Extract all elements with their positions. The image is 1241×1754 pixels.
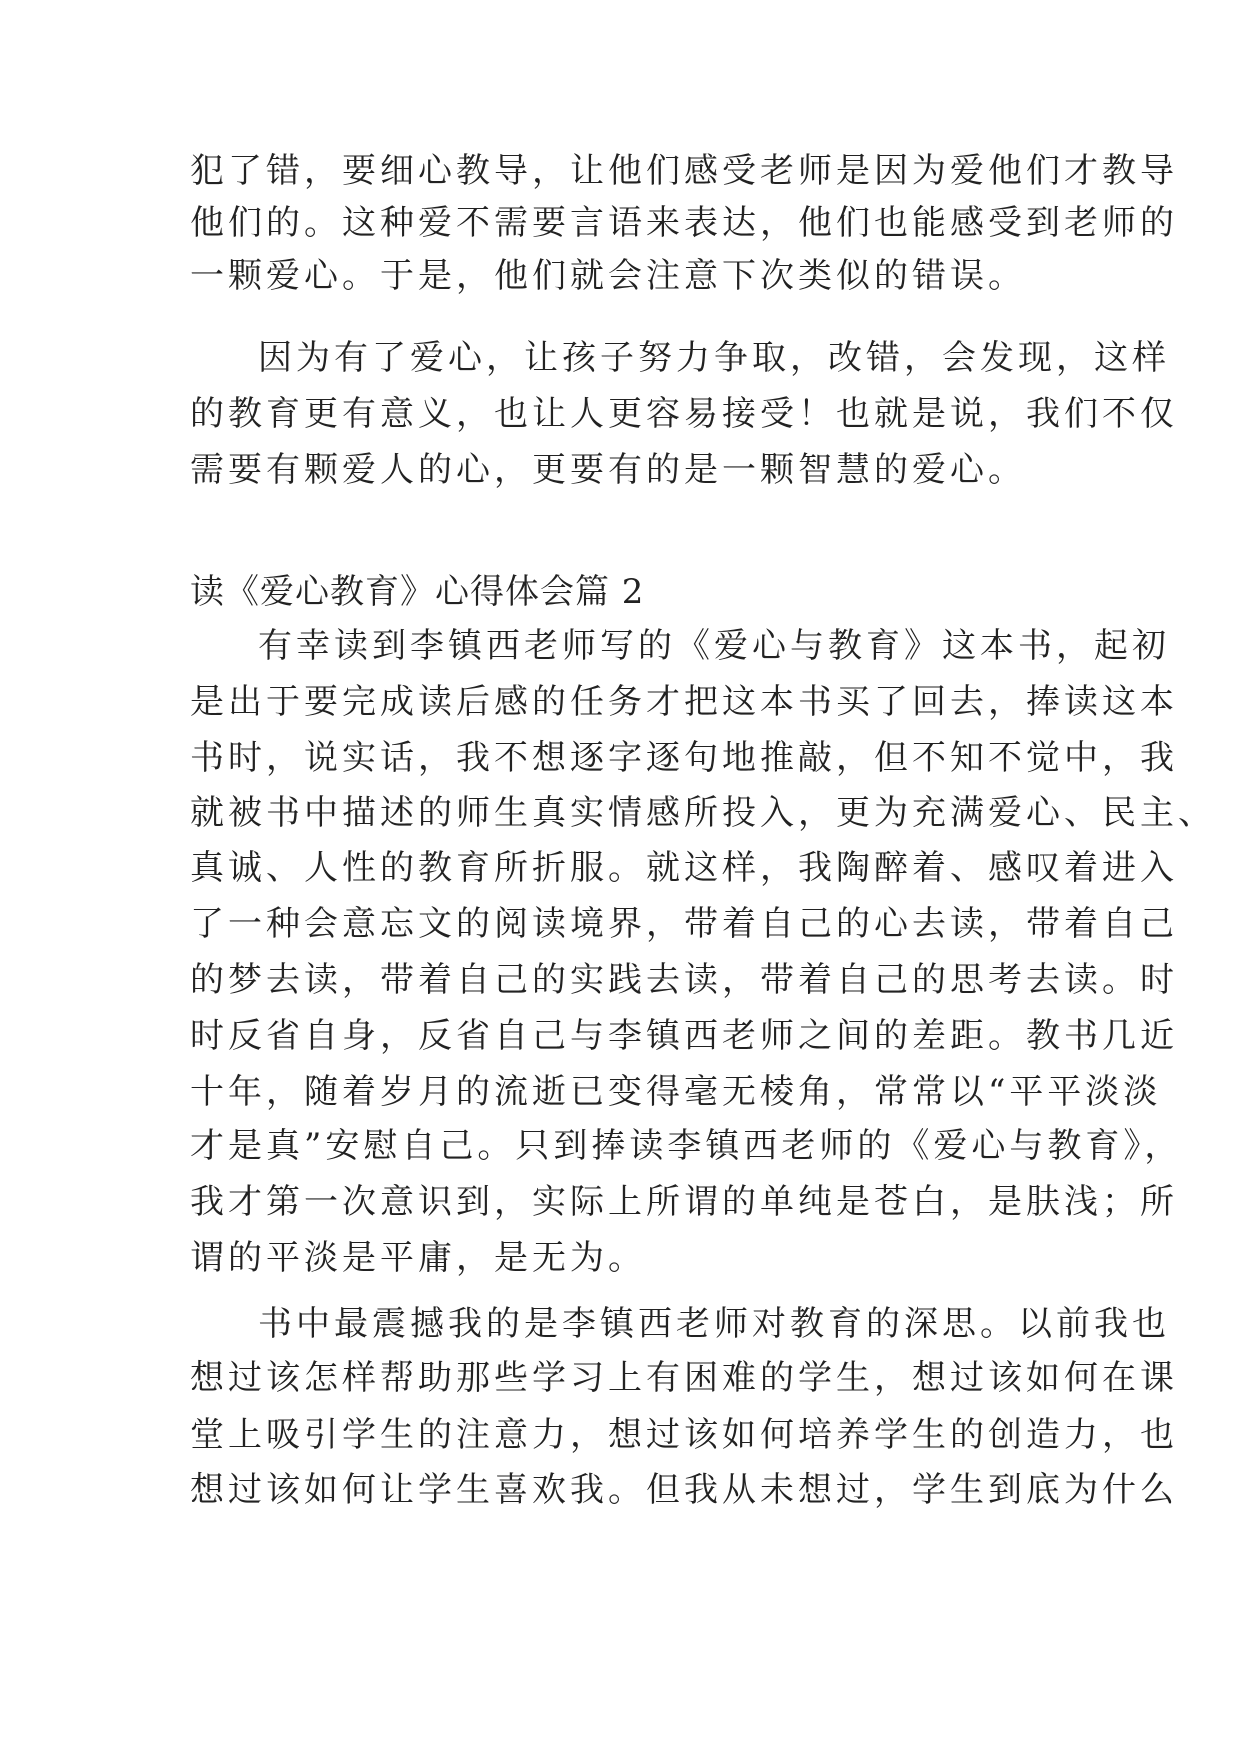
text-line: 真诚、人性的教育所折服。就这样，我陶醉着、感叹着进入 — [190, 848, 1178, 888]
text-line: 了一种会意忘文的阅读境界，带着自己的心去读，带着自己 — [190, 904, 1178, 944]
text-line: 堂上吸引学生的注意力，想过该如何培养学生的创造力，也 — [190, 1415, 1178, 1455]
text-line: 有幸读到李镇西老师写的《爱心与教育》这本书，起初 — [258, 626, 1170, 666]
text-line: 一颗爱心。于是，他们就会注意下次类似的错误。 — [190, 256, 1026, 296]
text-line: 他们的。这种爱不需要言语来表达，他们也能感受到老师的 — [190, 203, 1178, 243]
text-line: 的梦去读，带着自己的实践去读，带着自己的思考去读。时 — [190, 960, 1178, 1000]
text-line: 时反省自身，反省自己与李镇西老师之间的差距。教书几近 — [190, 1016, 1178, 1056]
text-line: 需要有颗爱人的心，更要有的是一颗智慧的爱心。 — [190, 450, 1026, 490]
text-line: 书中最震撼我的是李镇西老师对教育的深思。以前我也 — [258, 1304, 1170, 1344]
text-line: 十年，随着岁月的流逝已变得毫无棱角，常常以“平平淡淡 — [190, 1072, 1162, 1112]
text-line: 书时，说实话，我不想逐字逐句地推敲，但不知不觉中，我 — [190, 738, 1178, 778]
text-line: 就被书中描述的师生真实情感所投入，更为充满爱心、民主、 — [190, 793, 1216, 833]
text-line: 才是真”安慰自己。只到捧读李镇西老师的《爱心与教育》， — [190, 1126, 1183, 1166]
text-line: 的教育更有意义，也让人更容易接受！也就是说，我们不仅 — [190, 394, 1178, 434]
text-line: 我才第一次意识到，实际上所谓的单纯是苍白，是肤浅；所 — [190, 1182, 1178, 1222]
text-line: 谓的平淡是平庸，是无为。 — [190, 1238, 646, 1278]
text-line: 犯了错，要细心教导，让他们感受老师是因为爱他们才教导 — [190, 151, 1178, 191]
section-title: 读《爱心教育》心得体会篇 2 — [190, 572, 645, 612]
text-line: 是出于要完成读后感的任务才把这本书买了回去，捧读这本 — [190, 682, 1178, 722]
text-line: 想过该怎样帮助那些学习上有困难的学生，想过该如何在课 — [190, 1358, 1178, 1398]
text-line: 想过该如何让学生喜欢我。但我从未想过，学生到底为什么 — [190, 1470, 1178, 1510]
text-line: 因为有了爱心，让孩子努力争取，改错，会发现，这样 — [258, 338, 1170, 378]
